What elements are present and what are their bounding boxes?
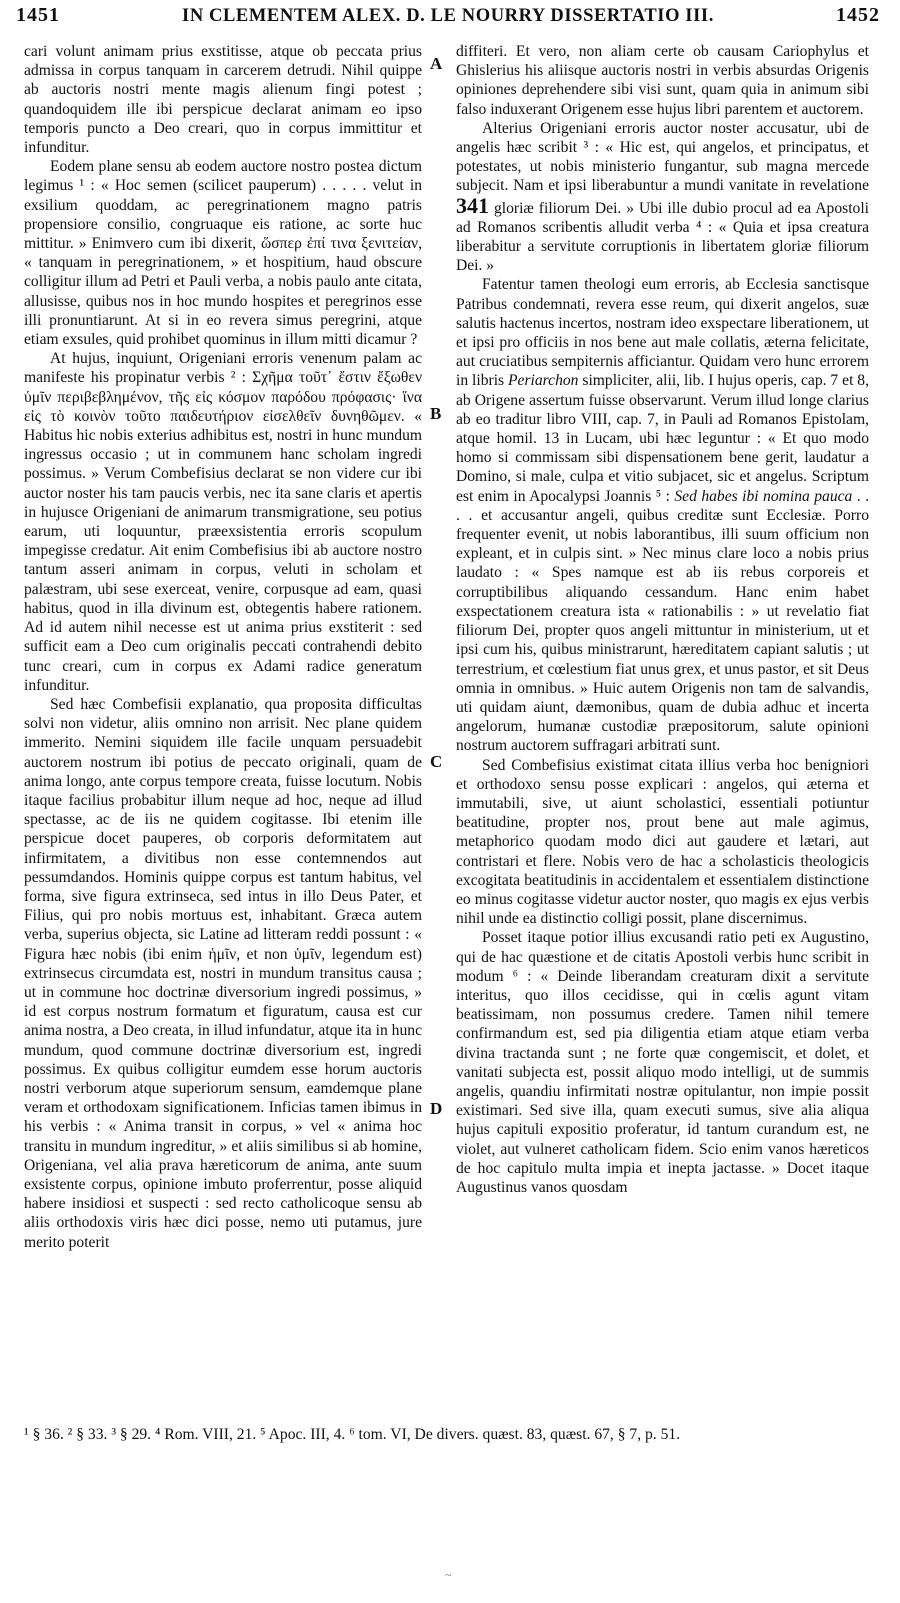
paragraph: Sed Combefisius existimat citata illius verba hoc benigniori et orthodoxo sensu posse explicari : angelos, qui æterna et immutabili, sive, ut aiunt scholastici, essentiali potiuntur beatitudine, propter nos, prout bene aut male agimus, metaphorico quodam modo dici aut gaudere et lætari, aut contristari et flere. Nobis vero de hac a scholasticis theologicis excogitata beatitudinis in accidentalem et essentialem distinctione eo minus cogitasse videtur auctor noster, quo magis ex ejus verbis nihil unde ea distinctio colligi possit, plane discernimus. <box>456 756 869 928</box>
footnotes: ¹ § 36. ² § 33. ³ § 29. ⁴ Rom. VIII, 21. ⁵ Apoc. III, 4. ⁶ tom. VI, De divers. quæst. 83, quæst. 67, § 7, p. 51. <box>24 1426 681 1443</box>
italic-quote: Sed habes ibi nomina pauca <box>674 487 853 505</box>
right-text-column <box>456 42 869 1197</box>
column-number-marker: 341 <box>456 192 489 218</box>
margin-letter-b: B <box>430 404 442 423</box>
italic-title: Periarchon <box>508 372 579 390</box>
paragraph-text: gloriæ filiorum Dei. » Ubi ille dubio procul ad ea Apostoli ad Romanos scribentis alludit verba ⁴ : « Quia et ipsa creatura liberabitur a servitute corruptionis in libertatem gloriæ filiorum Dei. » <box>456 199 869 275</box>
paragraph-text: . . . . et accusantur angeli, quibus creditæ sunt Ecclesiæ. Porro frequenter evenit, ut nobis laborantibus, illi suum officium non expleant, et in culpis sint. » Nec minus clare loco a nobis prius laudato : « Spes namque est ab iis rebus corporeis et corruptibilibus aliquando cessandum. Hanc enim habet exspectationem creatura ista « rationabilis : » ut revelatio fiat filiorum Dei, propter quos angeli mittuntur in ministerium, ut et ipsi cum his, quibus ministrarunt, hæreditatem capiant salutis ; ut terrestrium, et cœlestium fiat unus grex, et unus pastor, et sit Deus omnia in omnibus. » Huic autem Origenis non tam de salvandis, uti quidam aiunt, dæmonibus, quam de dubia adhuc et incerta angelorum, humanæ custodiæ præpositorum, salute opinioni nostrum auctorem suffragari arbitrati sunt. <box>456 487 870 755</box>
paragraph: cari volunt animam prius exstitisse, atque ob peccata prius admissa in corpus tanquam in carcerem detrudi. Nihil quippe ab auctoris nostri mente magis alienum fingi potest ; quandoquidem ille ibi perspicue declarat animam eo ipso temporis puncto a Deo creari, quo in corpus immittitur et infunditur. <box>24 43 422 157</box>
paragraph-text: simpliciter, alii, lib. I hujus operis, cap. 7 et 8, ab Origene assertum fuisse observarunt. Verum illud longe clarius ab eo traditur libro VIII, cap. 7, in Pauli ad Romanos Epistolam, atque homil. 13 in Lucam, ubi hæc leguntur : « Et quo modo homo si commissam sibi dispensationem bene gerit, laudatur a Domino, si male, culpa et vitio subjacet, sic et angelus. Scriptum est enim in Apocalypsi Joannis ⁵ : <box>456 372 870 505</box>
running-title: IN CLEMENTEM ALEX. D. LE NOURRY DISSERTATIO III. <box>182 6 714 26</box>
paragraph-text: Fatentur tamen theologi eum erroris, ab Ecclesia sanctisque Patribus condemnati, revera esse reum, qui dixerit angelos, suæ salutis hactenus incertos, nostram ideo exspectare liberationem, ut et ipsi pro officiis in nos bene aut male collatis, æterna felicitate, aut cruciatibus sempiternis afficiantur. Quidam vero hunc errorem in libris <box>456 276 869 390</box>
paragraph <box>456 119 869 276</box>
margin-letter-c: C <box>430 752 443 771</box>
paragraph: Eodem plane sensu ab eodem auctore nostro postea dictum legimus ¹ : « Hoc semen (scilicet pauperum) . . . . . velut in exsilium quoddam, ac peregrinationem magno patris propensiore consilio, congruaque eis ratione, ac sorte huc mittitur. » Enimvero cum ibi dixerit, ὥσπερ ἐπί τινα ξενιτείαν, « tanquam in peregrinationem, » et hospitium, haud obscure colligitur illum ad Petri et Pauli verba, a nobis paulo ante citata, allusisse, quibus nos in hoc mundo hospites et peregrinos esse illi pronuntiarunt. At si in eo revera simus peregrini, atque etiam exsules, quid prohibet quominus in illum mitti dicamur ? <box>24 158 422 349</box>
paragraph: Posset itaque potior illius excusandi ratio peti ex Augustino, qui de hac quæstione et de citatis Apostoli verbis hunc scribit in modum ⁶ : « Deinde liberandam creaturam dixit a servitute interitus, quo illos cecidisse, qui in cœlis agunt vitam beatissimam, non possumus credere. Tamen nihil temere confirmandum est, sed pia diligentia etiam atque etiam verba divina tractanda sunt ; ne forte quæ congemiscit, et dolet, et vanitati subjecta est, possit aliquo modo intelligi, ut de summis angelis, quandiu infirmitati nostræ opitulantur, non impie possit existimari. Sed sive illa, quam executi sumus, sive alia aliqua hujus capituli expositio proferatur, id tantum curandum est, ne violet, aut vulneret catholicam fidem. Scio enim vanos hæreticos de hoc capitulo multa impia et inepta jactasse. » Docet itaque Augustinus vanos quosdam <box>456 929 869 1196</box>
paragraph-text: Alterius Origeniani erroris auctor noster accusatur, ubi de angelis hæc scribit ³ : « Hic est, qui angelos, et principatus, et potestates, ut nobis ministerio fungantur, sub magna mercede subjecit. Nam et ipsi liberabuntur a mundi vanitate in revelatione <box>456 119 869 195</box>
paragraph: At hujus, inquiunt, Origeniani erroris venenum palam ac manifeste his propinatur verbis ² : Σχῆμα τοῦτ᾽ ἔστιν ἔξωθεν ὑμῖν περιβεβλημένον, τῆς εἰς κόσμον παρόδου πρόφασις· ἵνα εἰς τὸ κοινὸν τοῦτο παιδευτήριον εἰσελθεῖν δυνηθῶμεν. « Habitus hic nobis exterius adhibitus est, nostri in hunc mundum ingressus occasio ; ut in communem hanc scholam ingredi possimus. » Verum Combefisius declarat se non videre cur ibi auctor noster his tam paucis verbis, nec ita sane claris et apertis in hujusce Origeniani de animarum transmigratione, seu potius earum, uti loquuntur, præexsistentia erroris scopulum impegisse credatur. Ait enim Combefisius ibi ab auctore nostro tantum asseri animam in corpus, veluti in scholam et palæstram, ubi sese exerceat, venire, corpusque ad eam, quasi habitus, quod in illa divinum est, obtegentis habere rationem. Ad id autem nihil necesse est ut anima prius exstiterit : sed sufficit eam a Deo cum originalis peccati contrahendi debito tunc creari, cum in corpus ex Adami radice generatum infunditur. <box>24 350 422 694</box>
page-header <box>16 4 880 36</box>
margin-letter-a: A <box>430 54 443 73</box>
left-column-number: 1451 <box>16 4 60 26</box>
right-column-number: 1452 <box>836 4 880 26</box>
paragraph: diffiteri. Et vero, non aliam certe ob causam Cariophylus et Ghislerius his aliisque auctoris nostri in verbis absurdas Origenis opiniones deprehendere sibi visi sunt, quam quia in animum sibi falso induxerant Origenem esse hujus libri parentem et auctorem. <box>456 43 869 118</box>
margin-letter-d: D <box>430 1099 443 1118</box>
left-text-column <box>24 42 422 1252</box>
paragraph <box>456 275 869 755</box>
page-tail-mark: ~ <box>445 1568 452 1582</box>
paragraph: Sed hæc Combefisii explanatio, qua proposita difficultas solvi non videtur, aliis omnino non arrisit. Nec plane quidem immerito. Nemini siquidem ille facile unquam persuadebit auctorem nostrum ibi potius de peccato originali, quam de anima longo, ante corpus tempore creata, fuisse locutum. Nobis itaque facilius probabitur illum neque ad hoc, neque ad illud spectasse, ac de iis ne quidem cogitasse. Ibi etenim ille perspicue docet pauperes, ob corporis deformitatem aut infirmitatem, a divitibus non esse contemnendos aut pessumdandos. Hominis quippe corpus est tantum habitus, vel forma, sive figura extrinseca, sed intus in illo Deus Pater, et Filius, qui pro nobis mortuus est, inhabitant. Græca autem verba, superius objecta, sic Latine ad litteram reddi possunt : « Figura hæc nobis (ibi enim ἡμῖν, et non ὑμῖν, legendum est) extrinsecus circumdata est, nostri in mundum transitus causa ; ut in commune hoc doctrinæ diversorium ingredi possimus, » id est corpus nostrum formatum et figuratum, causa est cur anima nostra, a Deo creata, in illud infundatur, atque ita in hunc mundum, quod commune doctrinæ diversorium est, ingredi possimus. Ex quibus colligitur eumdem esse horum auctoris nostri verborum atque superiorum sensum, eamdemque plane veram et orthodoxam significationem. Inficias tamen ibimus in his verbis : « Anima transit in corpus, » vel « anima hoc transitu in mundum ingreditur, » et aliis similibus si ab homine, Origeniana, vel alia prava hæreticorum de anima, ante suum exsistente corpus, opinione imbuto proferrentur, posse aliquid habere insidiosi et suspecti : sed recto catholicoque sensu ab aliis orthodoxis viris hæc dici posse, nemo uti putamus, jure merito poterit <box>24 695 422 1251</box>
